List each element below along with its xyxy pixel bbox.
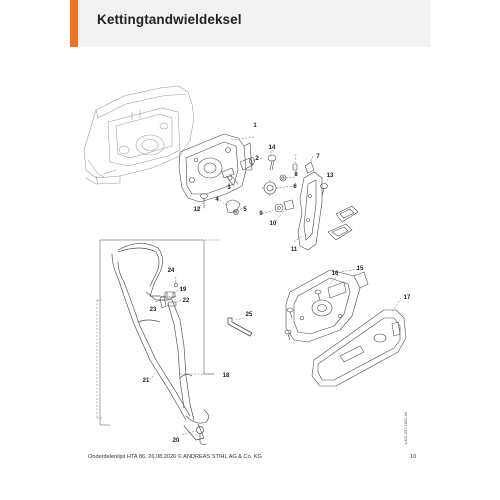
callout-22: 22 xyxy=(182,298,190,304)
part-16-cover-frame xyxy=(286,270,368,342)
callout-17: 17 xyxy=(403,295,411,301)
callout-6: 6 xyxy=(293,184,297,190)
callout-5: 5 xyxy=(243,207,247,213)
callout-11: 11 xyxy=(290,247,298,253)
part-3-bolt xyxy=(222,168,238,186)
part-9-washer xyxy=(275,204,283,212)
callout-15: 15 xyxy=(356,266,364,272)
part-8-pin xyxy=(293,164,297,170)
part-7-plug xyxy=(305,162,314,173)
callout-4: 4 xyxy=(215,197,219,203)
callout-1: 1 xyxy=(253,123,257,129)
footer-text: Onderdelenlijst HTA 86, 26.08.2026 © ANDREAS STIHL AG & Co. KG xyxy=(88,454,262,460)
part-6-ring xyxy=(280,175,286,181)
page-number: 10 xyxy=(410,454,417,460)
callout-13: 13 xyxy=(326,173,334,179)
bracket-lines xyxy=(100,240,214,425)
strap-ring xyxy=(174,283,177,286)
callout-12: 12 xyxy=(193,207,201,213)
callout-18: 18 xyxy=(222,373,230,379)
callout-3: 3 xyxy=(227,185,231,191)
callout-9: 9 xyxy=(259,211,263,217)
rubber-pad-upper xyxy=(336,206,358,222)
part-5-sprocket xyxy=(262,180,278,196)
strap-slider xyxy=(168,302,176,306)
gear-housing xyxy=(84,86,194,184)
callout-7: 7 xyxy=(316,154,320,160)
callout-21: 21 xyxy=(142,378,150,384)
part-17-outer-cover xyxy=(312,310,406,386)
callout-2: 2 xyxy=(255,156,259,162)
callout-14: 14 xyxy=(268,145,276,151)
callout-20: 20 xyxy=(172,438,180,444)
callout-16: 16 xyxy=(331,271,339,277)
part-2-bushing xyxy=(240,158,255,171)
rubber-pad-lower xyxy=(328,224,352,240)
part-11-bracket xyxy=(298,172,322,250)
leader-lines xyxy=(97,137,401,435)
callout-8: 8 xyxy=(294,172,298,178)
shoulder-strap xyxy=(112,243,209,444)
part-12-screw xyxy=(201,194,208,209)
part-13-screw xyxy=(321,184,328,197)
callout-25: 25 xyxy=(245,312,253,318)
callout-19: 19 xyxy=(179,287,187,293)
page-title: Kettingtandwieldeksel xyxy=(97,12,242,27)
part-1-flange-plate xyxy=(179,134,252,202)
callout-23: 23 xyxy=(149,307,157,313)
callout-10: 10 xyxy=(269,221,277,227)
part-4-clip xyxy=(226,200,240,215)
reference-code: LA01-097-1802-A0 xyxy=(404,411,408,444)
part-25-hex-key xyxy=(228,318,252,336)
cover-screws xyxy=(285,290,321,340)
part-14-screw xyxy=(268,155,276,170)
callout-24: 24 xyxy=(167,268,175,274)
